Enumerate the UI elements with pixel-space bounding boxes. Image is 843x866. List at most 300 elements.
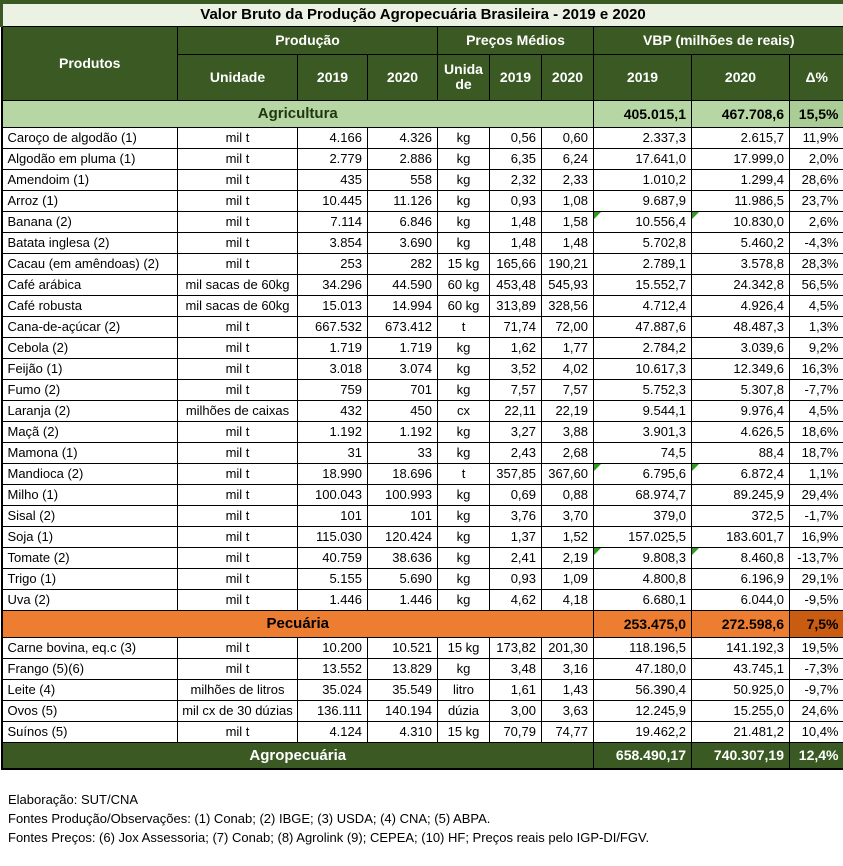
production-unit: mil t bbox=[178, 721, 298, 742]
price-2020: 190,21 bbox=[542, 253, 594, 274]
product-row bbox=[2, 400, 843, 421]
production-2020: 10.521 bbox=[368, 637, 438, 658]
total-delta: 12,4% bbox=[790, 742, 843, 769]
vbp-2019: 118.196,5 bbox=[594, 637, 692, 658]
production-2019: 435 bbox=[298, 169, 368, 190]
production-2020: 4.310 bbox=[368, 721, 438, 742]
vbp-2019: 5.702,8 bbox=[594, 232, 692, 253]
production-unit: milhões de caixas bbox=[178, 400, 298, 421]
product-row bbox=[2, 295, 843, 316]
production-2019: 4.166 bbox=[298, 127, 368, 148]
price-unit: kg bbox=[438, 127, 490, 148]
vbp-2019: 1.010,2 bbox=[594, 169, 692, 190]
price-2020: 3,63 bbox=[542, 700, 594, 721]
vbp-2020: 3.578,8 bbox=[692, 253, 790, 274]
production-unit: mil t bbox=[178, 547, 298, 568]
col-group-vbp: VBP (milhões de reais) bbox=[594, 26, 843, 54]
production-2019: 5.155 bbox=[298, 568, 368, 589]
cell-comment-flag-icon bbox=[594, 464, 601, 471]
production-unit: mil t bbox=[178, 568, 298, 589]
product-row bbox=[2, 190, 843, 211]
production-2020: 2.886 bbox=[368, 148, 438, 169]
vbp-2019: 6.795,6 bbox=[594, 463, 692, 484]
price-unit: kg bbox=[438, 337, 490, 358]
production-2020: 101 bbox=[368, 505, 438, 526]
price-unit: 15 kg bbox=[438, 253, 490, 274]
section-delta: 15,5% bbox=[790, 100, 843, 127]
col-header-producao-2020: 2020 bbox=[368, 54, 438, 100]
production-unit: mil t bbox=[178, 637, 298, 658]
product-name: Trigo (1) bbox=[2, 568, 178, 589]
vbp-2020: 8.460,8 bbox=[692, 547, 790, 568]
product-row bbox=[2, 484, 843, 505]
price-unit: kg bbox=[438, 379, 490, 400]
price-2019: 6,35 bbox=[490, 148, 542, 169]
vbp-2020: 9.976,4 bbox=[692, 400, 790, 421]
price-2019: 453,48 bbox=[490, 274, 542, 295]
table-footer bbox=[2, 742, 843, 769]
total-label: Agropecuária bbox=[2, 742, 594, 769]
price-unit: kg bbox=[438, 148, 490, 169]
product-name: Frango (5)(6) bbox=[2, 658, 178, 679]
vbp-2020: 4.626,5 bbox=[692, 421, 790, 442]
product-name: Fumo (2) bbox=[2, 379, 178, 400]
vbp-delta: 4,5% bbox=[790, 295, 843, 316]
vbp-2020: 50.925,0 bbox=[692, 679, 790, 700]
section-label: Pecuária bbox=[2, 610, 594, 637]
vbp-delta: 1,1% bbox=[790, 463, 843, 484]
price-unit: kg bbox=[438, 232, 490, 253]
vbp-2020: 89.245,9 bbox=[692, 484, 790, 505]
col-header-preco-unidade: Unida de bbox=[438, 54, 490, 100]
production-unit: mil t bbox=[178, 421, 298, 442]
product-row bbox=[2, 337, 843, 358]
production-2020: 3.690 bbox=[368, 232, 438, 253]
vbp-2019: 9.808,3 bbox=[594, 547, 692, 568]
vbp-2020: 10.830,0 bbox=[692, 211, 790, 232]
vbp-2019: 3.901,3 bbox=[594, 421, 692, 442]
product-name: Soja (1) bbox=[2, 526, 178, 547]
table-header bbox=[2, 2, 843, 100]
section-label: Agricultura bbox=[2, 100, 594, 127]
price-2020: 1,43 bbox=[542, 679, 594, 700]
product-name: Milho (1) bbox=[2, 484, 178, 505]
vbp-2019: 19.462,2 bbox=[594, 721, 692, 742]
production-2020: 100.993 bbox=[368, 484, 438, 505]
vbp-delta: 1,3% bbox=[790, 316, 843, 337]
vbp-2020: 5.460,2 bbox=[692, 232, 790, 253]
production-2020: 13.829 bbox=[368, 658, 438, 679]
production-unit: mil sacas de 60kg bbox=[178, 295, 298, 316]
production-unit: mil t bbox=[178, 190, 298, 211]
vbp-delta: 11,9% bbox=[790, 127, 843, 148]
production-unit: mil t bbox=[178, 484, 298, 505]
cell-comment-flag-icon bbox=[692, 212, 699, 219]
vbp-2019: 10.556,4 bbox=[594, 211, 692, 232]
product-row bbox=[2, 358, 843, 379]
price-2020: 2,68 bbox=[542, 442, 594, 463]
price-unit: kg bbox=[438, 190, 490, 211]
price-2020: 1,48 bbox=[542, 232, 594, 253]
product-row bbox=[2, 379, 843, 400]
price-2019: 71,74 bbox=[490, 316, 542, 337]
price-2020: 4,02 bbox=[542, 358, 594, 379]
product-name: Carne bovina, eq.c (3) bbox=[2, 637, 178, 658]
production-unit: mil t bbox=[178, 253, 298, 274]
vbp-2020: 4.926,4 bbox=[692, 295, 790, 316]
vbp-2020: 1.299,4 bbox=[692, 169, 790, 190]
product-name: Café arábica bbox=[2, 274, 178, 295]
vbp-2020: 372,5 bbox=[692, 505, 790, 526]
price-2019: 0,69 bbox=[490, 484, 542, 505]
production-unit: milhões de litros bbox=[178, 679, 298, 700]
production-unit: mil sacas de 60kg bbox=[178, 274, 298, 295]
vbp-2019: 10.617,3 bbox=[594, 358, 692, 379]
production-2019: 3.018 bbox=[298, 358, 368, 379]
price-unit: kg bbox=[438, 568, 490, 589]
footnote-fontes-precos: Fontes Preços: (6) Jox Assessoria; (7) Conab; (8) Agrolink (9); CEPEA; (10) HF; Preços reais pelo IGP-DI/FGV. bbox=[8, 830, 650, 845]
vbp-2019: 47.180,0 bbox=[594, 658, 692, 679]
vbp-2020: 21.481,2 bbox=[692, 721, 790, 742]
price-2020: 3,70 bbox=[542, 505, 594, 526]
footnotes bbox=[8, 790, 843, 847]
production-2020: 558 bbox=[368, 169, 438, 190]
vbp-delta: -7,7% bbox=[790, 379, 843, 400]
price-2019: 4,62 bbox=[490, 589, 542, 610]
vbp-2019: 68.974,7 bbox=[594, 484, 692, 505]
col-header-producao-2019: 2019 bbox=[298, 54, 368, 100]
production-2019: 667.532 bbox=[298, 316, 368, 337]
vbp-2020: 2.615,7 bbox=[692, 127, 790, 148]
vbp-2020: 88,4 bbox=[692, 442, 790, 463]
price-2020: 201,30 bbox=[542, 637, 594, 658]
col-group-producao: Produção bbox=[178, 26, 438, 54]
production-2019: 115.030 bbox=[298, 526, 368, 547]
price-2019: 165,66 bbox=[490, 253, 542, 274]
price-unit: kg bbox=[438, 358, 490, 379]
production-2020: 1.719 bbox=[368, 337, 438, 358]
total-vbp-2019: 658.490,17 bbox=[594, 742, 692, 769]
price-unit: kg bbox=[438, 211, 490, 232]
price-2019: 313,89 bbox=[490, 295, 542, 316]
product-name: Leite (4) bbox=[2, 679, 178, 700]
price-2019: 0,93 bbox=[490, 568, 542, 589]
vbp-delta: 2,0% bbox=[790, 148, 843, 169]
production-2019: 3.854 bbox=[298, 232, 368, 253]
product-row bbox=[2, 232, 843, 253]
product-row bbox=[2, 421, 843, 442]
price-2019: 173,82 bbox=[490, 637, 542, 658]
production-2019: 1.192 bbox=[298, 421, 368, 442]
production-unit: mil t bbox=[178, 379, 298, 400]
vbp-2020: 24.342,8 bbox=[692, 274, 790, 295]
vbp-delta: 29,1% bbox=[790, 568, 843, 589]
product-name: Sisal (2) bbox=[2, 505, 178, 526]
production-2019: 7.114 bbox=[298, 211, 368, 232]
production-unit: mil t bbox=[178, 358, 298, 379]
production-2020: 14.994 bbox=[368, 295, 438, 316]
vbp-delta: 9,2% bbox=[790, 337, 843, 358]
product-name: Feijão (1) bbox=[2, 358, 178, 379]
price-2020: 545,93 bbox=[542, 274, 594, 295]
production-2019: 31 bbox=[298, 442, 368, 463]
price-2020: 1,58 bbox=[542, 211, 594, 232]
col-header-delta-percent: Δ% bbox=[790, 54, 843, 100]
price-2019: 2,43 bbox=[490, 442, 542, 463]
production-2020: 5.690 bbox=[368, 568, 438, 589]
vbp-2020: 5.307,8 bbox=[692, 379, 790, 400]
product-row bbox=[2, 316, 843, 337]
vbp-delta: 4,5% bbox=[790, 400, 843, 421]
product-name: Maçã (2) bbox=[2, 421, 178, 442]
footnote-elaboracao: Elaboração: SUT/CNA bbox=[8, 792, 139, 807]
product-row bbox=[2, 211, 843, 232]
section-vbp-2019: 253.475,0 bbox=[594, 610, 692, 637]
product-name: Ovos (5) bbox=[2, 700, 178, 721]
product-name: Banana (2) bbox=[2, 211, 178, 232]
production-2019: 253 bbox=[298, 253, 368, 274]
vbp-2020: 3.039,6 bbox=[692, 337, 790, 358]
price-2020: 3,16 bbox=[542, 658, 594, 679]
col-group-precos-medios: Preços Médios bbox=[438, 26, 594, 54]
production-unit: mil t bbox=[178, 127, 298, 148]
production-unit: mil t bbox=[178, 442, 298, 463]
vbp-2019: 15.552,7 bbox=[594, 274, 692, 295]
price-2020: 2,33 bbox=[542, 169, 594, 190]
production-2019: 34.296 bbox=[298, 274, 368, 295]
price-2019: 0,93 bbox=[490, 190, 542, 211]
vbp-delta: 29,4% bbox=[790, 484, 843, 505]
vbp-2020: 6.044,0 bbox=[692, 589, 790, 610]
product-row bbox=[2, 463, 843, 484]
price-unit: kg bbox=[438, 484, 490, 505]
production-2020: 701 bbox=[368, 379, 438, 400]
production-2020: 33 bbox=[368, 442, 438, 463]
vbp-2020: 17.999,0 bbox=[692, 148, 790, 169]
production-unit: mil t bbox=[178, 463, 298, 484]
price-2019: 3,76 bbox=[490, 505, 542, 526]
price-2020: 74,77 bbox=[542, 721, 594, 742]
production-2020: 140.194 bbox=[368, 700, 438, 721]
vbp-2019: 4.712,4 bbox=[594, 295, 692, 316]
vbp-delta: -13,7% bbox=[790, 547, 843, 568]
product-row bbox=[2, 526, 843, 547]
vbp-2019: 379,0 bbox=[594, 505, 692, 526]
production-2019: 18.990 bbox=[298, 463, 368, 484]
price-2020: 328,56 bbox=[542, 295, 594, 316]
table-body bbox=[2, 100, 843, 742]
price-2019: 7,57 bbox=[490, 379, 542, 400]
vbp-2019: 47.887,6 bbox=[594, 316, 692, 337]
production-2020: 1.446 bbox=[368, 589, 438, 610]
production-2020: 3.074 bbox=[368, 358, 438, 379]
price-2019: 0,56 bbox=[490, 127, 542, 148]
product-row bbox=[2, 274, 843, 295]
price-2019: 1,48 bbox=[490, 211, 542, 232]
price-unit: t bbox=[438, 463, 490, 484]
vbp-2020: 6.872,4 bbox=[692, 463, 790, 484]
vbp-delta: 18,7% bbox=[790, 442, 843, 463]
vbp-delta: 16,3% bbox=[790, 358, 843, 379]
section-vbp-2020: 272.598,6 bbox=[692, 610, 790, 637]
cell-comment-flag-icon bbox=[594, 548, 601, 555]
production-unit: mil cx de 30 dúzias bbox=[178, 700, 298, 721]
price-2020: 22,19 bbox=[542, 400, 594, 421]
production-2019: 1.719 bbox=[298, 337, 368, 358]
price-2019: 3,52 bbox=[490, 358, 542, 379]
vbp-2019: 74,5 bbox=[594, 442, 692, 463]
price-2020: 3,88 bbox=[542, 421, 594, 442]
vbp-delta: 10,4% bbox=[790, 721, 843, 742]
product-name: Café robusta bbox=[2, 295, 178, 316]
production-2020: 6.846 bbox=[368, 211, 438, 232]
price-2019: 1,61 bbox=[490, 679, 542, 700]
product-row bbox=[2, 442, 843, 463]
vbp-2019: 12.245,9 bbox=[594, 700, 692, 721]
vbp-2019: 2.789,1 bbox=[594, 253, 692, 274]
price-2019: 22,11 bbox=[490, 400, 542, 421]
vbp-2019: 9.687,9 bbox=[594, 190, 692, 211]
product-name: Caroço de algodão (1) bbox=[2, 127, 178, 148]
price-2019: 70,79 bbox=[490, 721, 542, 742]
col-header-produtos: Produtos bbox=[2, 26, 178, 100]
production-2019: 759 bbox=[298, 379, 368, 400]
production-unit: mil t bbox=[178, 589, 298, 610]
product-name: Cana-de-açúcar (2) bbox=[2, 316, 178, 337]
vbp-2020: 43.745,1 bbox=[692, 658, 790, 679]
product-name: Algodão em pluma (1) bbox=[2, 148, 178, 169]
price-2020: 4,18 bbox=[542, 589, 594, 610]
vbp-2019: 17.641,0 bbox=[594, 148, 692, 169]
vbp-delta: -4,3% bbox=[790, 232, 843, 253]
production-2019: 10.445 bbox=[298, 190, 368, 211]
product-row bbox=[2, 148, 843, 169]
product-name: Mandioca (2) bbox=[2, 463, 178, 484]
price-unit: kg bbox=[438, 658, 490, 679]
product-name: Uva (2) bbox=[2, 589, 178, 610]
price-2019: 1,62 bbox=[490, 337, 542, 358]
product-name: Tomate (2) bbox=[2, 547, 178, 568]
production-2020: 282 bbox=[368, 253, 438, 274]
col-header-producao-unidade: Unidade bbox=[178, 54, 298, 100]
vbp-delta: 18,6% bbox=[790, 421, 843, 442]
production-2020: 673.412 bbox=[368, 316, 438, 337]
price-unit: 15 kg bbox=[438, 637, 490, 658]
production-2019: 2.779 bbox=[298, 148, 368, 169]
vbp-delta: 24,6% bbox=[790, 700, 843, 721]
total-vbp-2020: 740.307,19 bbox=[692, 742, 790, 769]
production-2019: 101 bbox=[298, 505, 368, 526]
vbp-delta: 56,5% bbox=[790, 274, 843, 295]
production-unit: mil t bbox=[178, 505, 298, 526]
vbp-delta: -9,5% bbox=[790, 589, 843, 610]
price-unit: dúzia bbox=[438, 700, 490, 721]
vbp-delta: -1,7% bbox=[790, 505, 843, 526]
production-2019: 4.124 bbox=[298, 721, 368, 742]
product-row bbox=[2, 253, 843, 274]
production-unit: mil t bbox=[178, 211, 298, 232]
cell-comment-flag-icon bbox=[594, 212, 601, 219]
section-row bbox=[2, 610, 843, 637]
price-2019: 3,48 bbox=[490, 658, 542, 679]
product-row bbox=[2, 679, 843, 700]
price-unit: t bbox=[438, 316, 490, 337]
price-unit: kg bbox=[438, 169, 490, 190]
vbp-2020: 15.255,0 bbox=[692, 700, 790, 721]
vbp-delta: 2,6% bbox=[790, 211, 843, 232]
vbp-2019: 5.752,3 bbox=[594, 379, 692, 400]
section-delta: 7,5% bbox=[790, 610, 843, 637]
product-name: Laranja (2) bbox=[2, 400, 178, 421]
col-header-preco-2020: 2020 bbox=[542, 54, 594, 100]
vbp-2019: 157.025,5 bbox=[594, 526, 692, 547]
col-header-preco-2019: 2019 bbox=[490, 54, 542, 100]
product-name: Mamona (1) bbox=[2, 442, 178, 463]
price-2020: 7,57 bbox=[542, 379, 594, 400]
production-2020: 18.696 bbox=[368, 463, 438, 484]
total-row-agropecuaria bbox=[2, 742, 843, 769]
price-2020: 72,00 bbox=[542, 316, 594, 337]
vbp-2020: 6.196,9 bbox=[692, 568, 790, 589]
price-2019: 2,41 bbox=[490, 547, 542, 568]
vbp-delta: 23,7% bbox=[790, 190, 843, 211]
price-unit: 60 kg bbox=[438, 274, 490, 295]
production-2020: 450 bbox=[368, 400, 438, 421]
production-2019: 432 bbox=[298, 400, 368, 421]
production-unit: mil t bbox=[178, 316, 298, 337]
cell-comment-flag-icon bbox=[692, 464, 699, 471]
price-2020: 367,60 bbox=[542, 463, 594, 484]
product-row bbox=[2, 589, 843, 610]
vbp-2019: 6.680,1 bbox=[594, 589, 692, 610]
section-row bbox=[2, 100, 843, 127]
production-2019: 40.759 bbox=[298, 547, 368, 568]
price-2020: 6,24 bbox=[542, 148, 594, 169]
section-vbp-2020: 467.708,6 bbox=[692, 100, 790, 127]
vbp-2019: 4.800,8 bbox=[594, 568, 692, 589]
price-unit: kg bbox=[438, 505, 490, 526]
vbp-2020: 141.192,3 bbox=[692, 637, 790, 658]
cell-comment-flag-icon bbox=[692, 548, 699, 555]
price-2019: 1,37 bbox=[490, 526, 542, 547]
footnote-fontes-producao: Fontes Produção/Observações: (1) Conab; (2) IBGE; (3) USDA; (4) CNA; (5) ABPA. bbox=[8, 811, 491, 826]
production-unit: mil t bbox=[178, 148, 298, 169]
page-title: Valor Bruto da Produção Agropecuária Brasileira - 2019 e 2020 bbox=[2, 2, 843, 26]
price-2019: 3,27 bbox=[490, 421, 542, 442]
vbp-delta: -7,3% bbox=[790, 658, 843, 679]
col-header-vbp-2019: 2019 bbox=[594, 54, 692, 100]
product-name: Cebola (2) bbox=[2, 337, 178, 358]
price-unit: kg bbox=[438, 547, 490, 568]
production-2019: 136.111 bbox=[298, 700, 368, 721]
production-2020: 35.549 bbox=[368, 679, 438, 700]
product-row bbox=[2, 700, 843, 721]
price-2019: 3,00 bbox=[490, 700, 542, 721]
price-2019: 2,32 bbox=[490, 169, 542, 190]
product-row bbox=[2, 547, 843, 568]
product-name: Cacau (em amêndoas) (2) bbox=[2, 253, 178, 274]
title-row bbox=[2, 2, 843, 26]
production-2019: 1.446 bbox=[298, 589, 368, 610]
product-row bbox=[2, 658, 843, 679]
production-unit: mil t bbox=[178, 337, 298, 358]
price-2019: 1,48 bbox=[490, 232, 542, 253]
vbp-2019: 56.390,4 bbox=[594, 679, 692, 700]
production-unit: mil t bbox=[178, 169, 298, 190]
vbp-2020: 12.349,6 bbox=[692, 358, 790, 379]
production-2019: 13.552 bbox=[298, 658, 368, 679]
product-row bbox=[2, 721, 843, 742]
